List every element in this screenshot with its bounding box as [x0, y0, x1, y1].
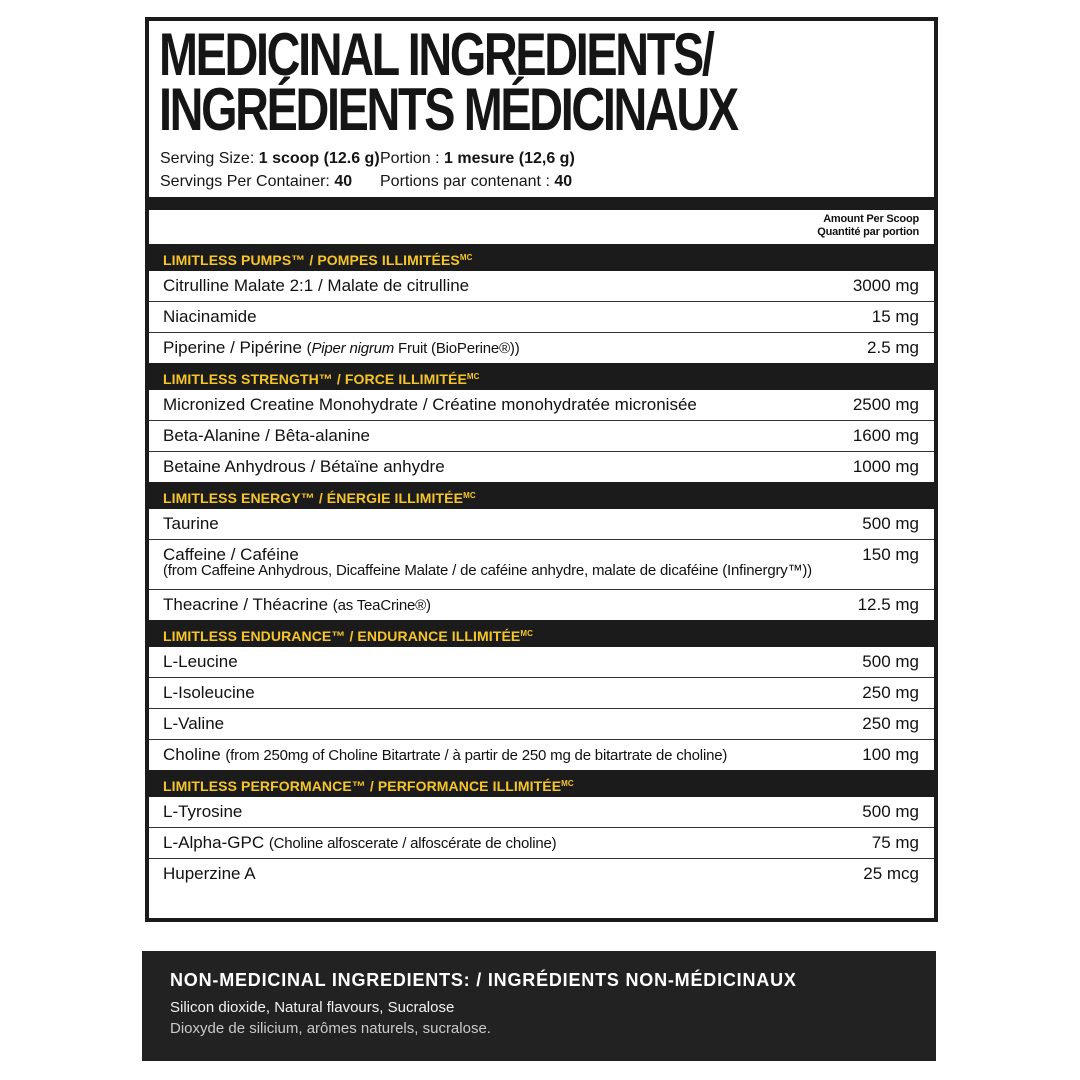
title-line-fr: INGRÉDIENTS MÉDICINAUX [159, 76, 737, 143]
ingredient-name: Citrulline Malate 2:1 / Malate de citrulline [163, 276, 470, 295]
amount-per-scoop-header [817, 213, 919, 239]
page-title [159, 21, 756, 143]
ingredient-note: (Piper nigrum Fruit (BioPerine®)) [306, 340, 520, 357]
non-medicinal-list-fr: Dioxyde de silicium, arômes naturels, sucralose. [170, 1020, 491, 1037]
ingredient-subnote: (from Caffeine Anhydrous, Dicaffeine Malate / de caféine anhydre, malate de dicaféine (Infinergry™)) [163, 562, 812, 579]
table-row [149, 302, 934, 333]
table-row [149, 509, 934, 540]
ingredient-note-italic: Piper nigrum [311, 340, 395, 357]
section-header-endurance [149, 620, 934, 647]
ingredient-name: Beta-Alanine / Bêta-alanine [163, 426, 370, 445]
ingredient-amount: 250 mg [862, 683, 919, 702]
section-title: LIMITLESS PERFORMANCE™ / PERFORMANCE ILLIMITÉE [163, 778, 562, 794]
section-title: LIMITLESS PUMPS™ / POMPES ILLIMITÉES [163, 252, 460, 268]
ingredient-amount: 12.5 mg [857, 595, 919, 614]
table-row [149, 421, 934, 452]
table-row [149, 828, 934, 859]
ingredient-amount: 100 mg [862, 745, 919, 764]
serving-size-label: Serving Size: [160, 150, 255, 167]
ingredient-amount: 150 mg [862, 545, 919, 564]
table-row [149, 271, 934, 302]
section-header-energy [149, 482, 934, 509]
ingredient-name: Taurine [163, 514, 219, 533]
table-row [149, 859, 934, 889]
ingredient-amount: 2500 mg [852, 395, 919, 414]
ingredient-name: L-Alpha-GPC [163, 833, 265, 852]
ingredient-name: Choline [163, 745, 221, 764]
section-title: LIMITLESS ENDURANCE™ / ENDURANCE ILLIMITÉE [163, 628, 521, 644]
ingredient-name: Theacrine / Théacrine [163, 595, 329, 614]
ingredient-amount: 500 mg [862, 514, 919, 533]
ingredient-name: Betaine Anhydrous / Bétaïne anhydre [163, 457, 445, 476]
table-row [149, 709, 934, 740]
section-header-pumps [149, 244, 934, 271]
section-header-performance [149, 770, 934, 797]
serving-info [160, 147, 860, 193]
section-mark: MC [466, 372, 480, 381]
ingredient-name: Huperzine A [163, 864, 256, 883]
ingredient-name: L-Valine [163, 714, 225, 733]
non-medicinal-title: NON-MEDICINAL INGREDIENTS: / INGRÉDIENTS NON-MÉDICINAUX [170, 970, 797, 990]
servings-per-container-label: Servings Per Container: [160, 173, 330, 190]
ingredient-amount: 2.5 mg [867, 338, 919, 357]
ingredient-note: (as TeaCrine®) [332, 597, 431, 614]
non-medicinal-ingredients-panel [142, 951, 936, 1061]
portions-par-contenant-label: Portions par contenant : [380, 173, 550, 190]
ingredient-amount: 25 mcg [863, 864, 919, 883]
table-row [149, 797, 934, 828]
table-row [149, 540, 934, 590]
ingredient-amount: 500 mg [862, 652, 919, 671]
portion-label: Portion : [380, 150, 440, 167]
section-mark: MC [463, 491, 476, 500]
title-line-en: MEDICINAL INGREDIENTS/ [159, 21, 713, 88]
table-row [149, 452, 934, 482]
ingredient-name: Piperine / Pipérine [163, 338, 302, 357]
ingredients-table [149, 244, 934, 889]
section-title: LIMITLESS ENERGY™ / ÉNERGIE ILLIMITÉE [163, 490, 464, 506]
table-row [149, 740, 934, 770]
ingredient-amount: 500 mg [862, 802, 919, 821]
section-mark: MC [459, 253, 473, 262]
serving-size-value: 1 scoop (12.6 g) [258, 150, 380, 167]
ingredient-amount: 15 mg [871, 307, 919, 326]
ingredient-amount: 250 mg [862, 714, 919, 733]
ingredient-amount: 75 mg [871, 833, 919, 852]
medicinal-ingredients-panel [145, 17, 938, 922]
amount-header-en: Amount Per Scoop [823, 213, 919, 225]
divider-bar [149, 197, 934, 210]
section-mark: MC [561, 779, 574, 788]
table-row [149, 390, 934, 421]
ingredient-name: L-Leucine [163, 652, 238, 671]
section-header-strength [149, 363, 934, 390]
ingredient-amount: 1600 mg [852, 426, 919, 445]
table-row [149, 678, 934, 709]
ingredient-note: (from 250mg of Choline Bitartrate / à partir de 250 mg de bitartrate de choline) [225, 747, 728, 764]
ingredient-name: Niacinamide [163, 307, 257, 326]
section-mark: MC [520, 629, 533, 638]
ingredient-name: L-Tyrosine [163, 802, 243, 821]
ingredient-name: Caffeine / Caféine [163, 545, 299, 564]
section-title: LIMITLESS STRENGTH™ / FORCE ILLIMITÉE [163, 371, 467, 387]
ingredient-amount: 3000 mg [852, 276, 919, 295]
ingredient-name: Micronized Creatine Monohydrate / Créatine monohydratée micronisée [163, 395, 697, 414]
ingredient-amount: 1000 mg [852, 457, 919, 476]
table-row [149, 647, 934, 678]
ingredient-name: L-Isoleucine [163, 683, 255, 702]
portions-par-contenant-value: 40 [554, 173, 573, 190]
amount-header-fr: Quantité par portion [817, 226, 919, 238]
ingredient-note: (Choline alfoscerate / alfoscérate de choline) [268, 835, 557, 852]
table-row [149, 590, 934, 620]
table-row [149, 333, 934, 363]
servings-per-container-value: 40 [334, 173, 353, 190]
portion-value: 1 mesure (12,6 g) [444, 150, 575, 167]
non-medicinal-list-en: Silicon dioxide, Natural flavours, Sucralose [170, 999, 455, 1016]
